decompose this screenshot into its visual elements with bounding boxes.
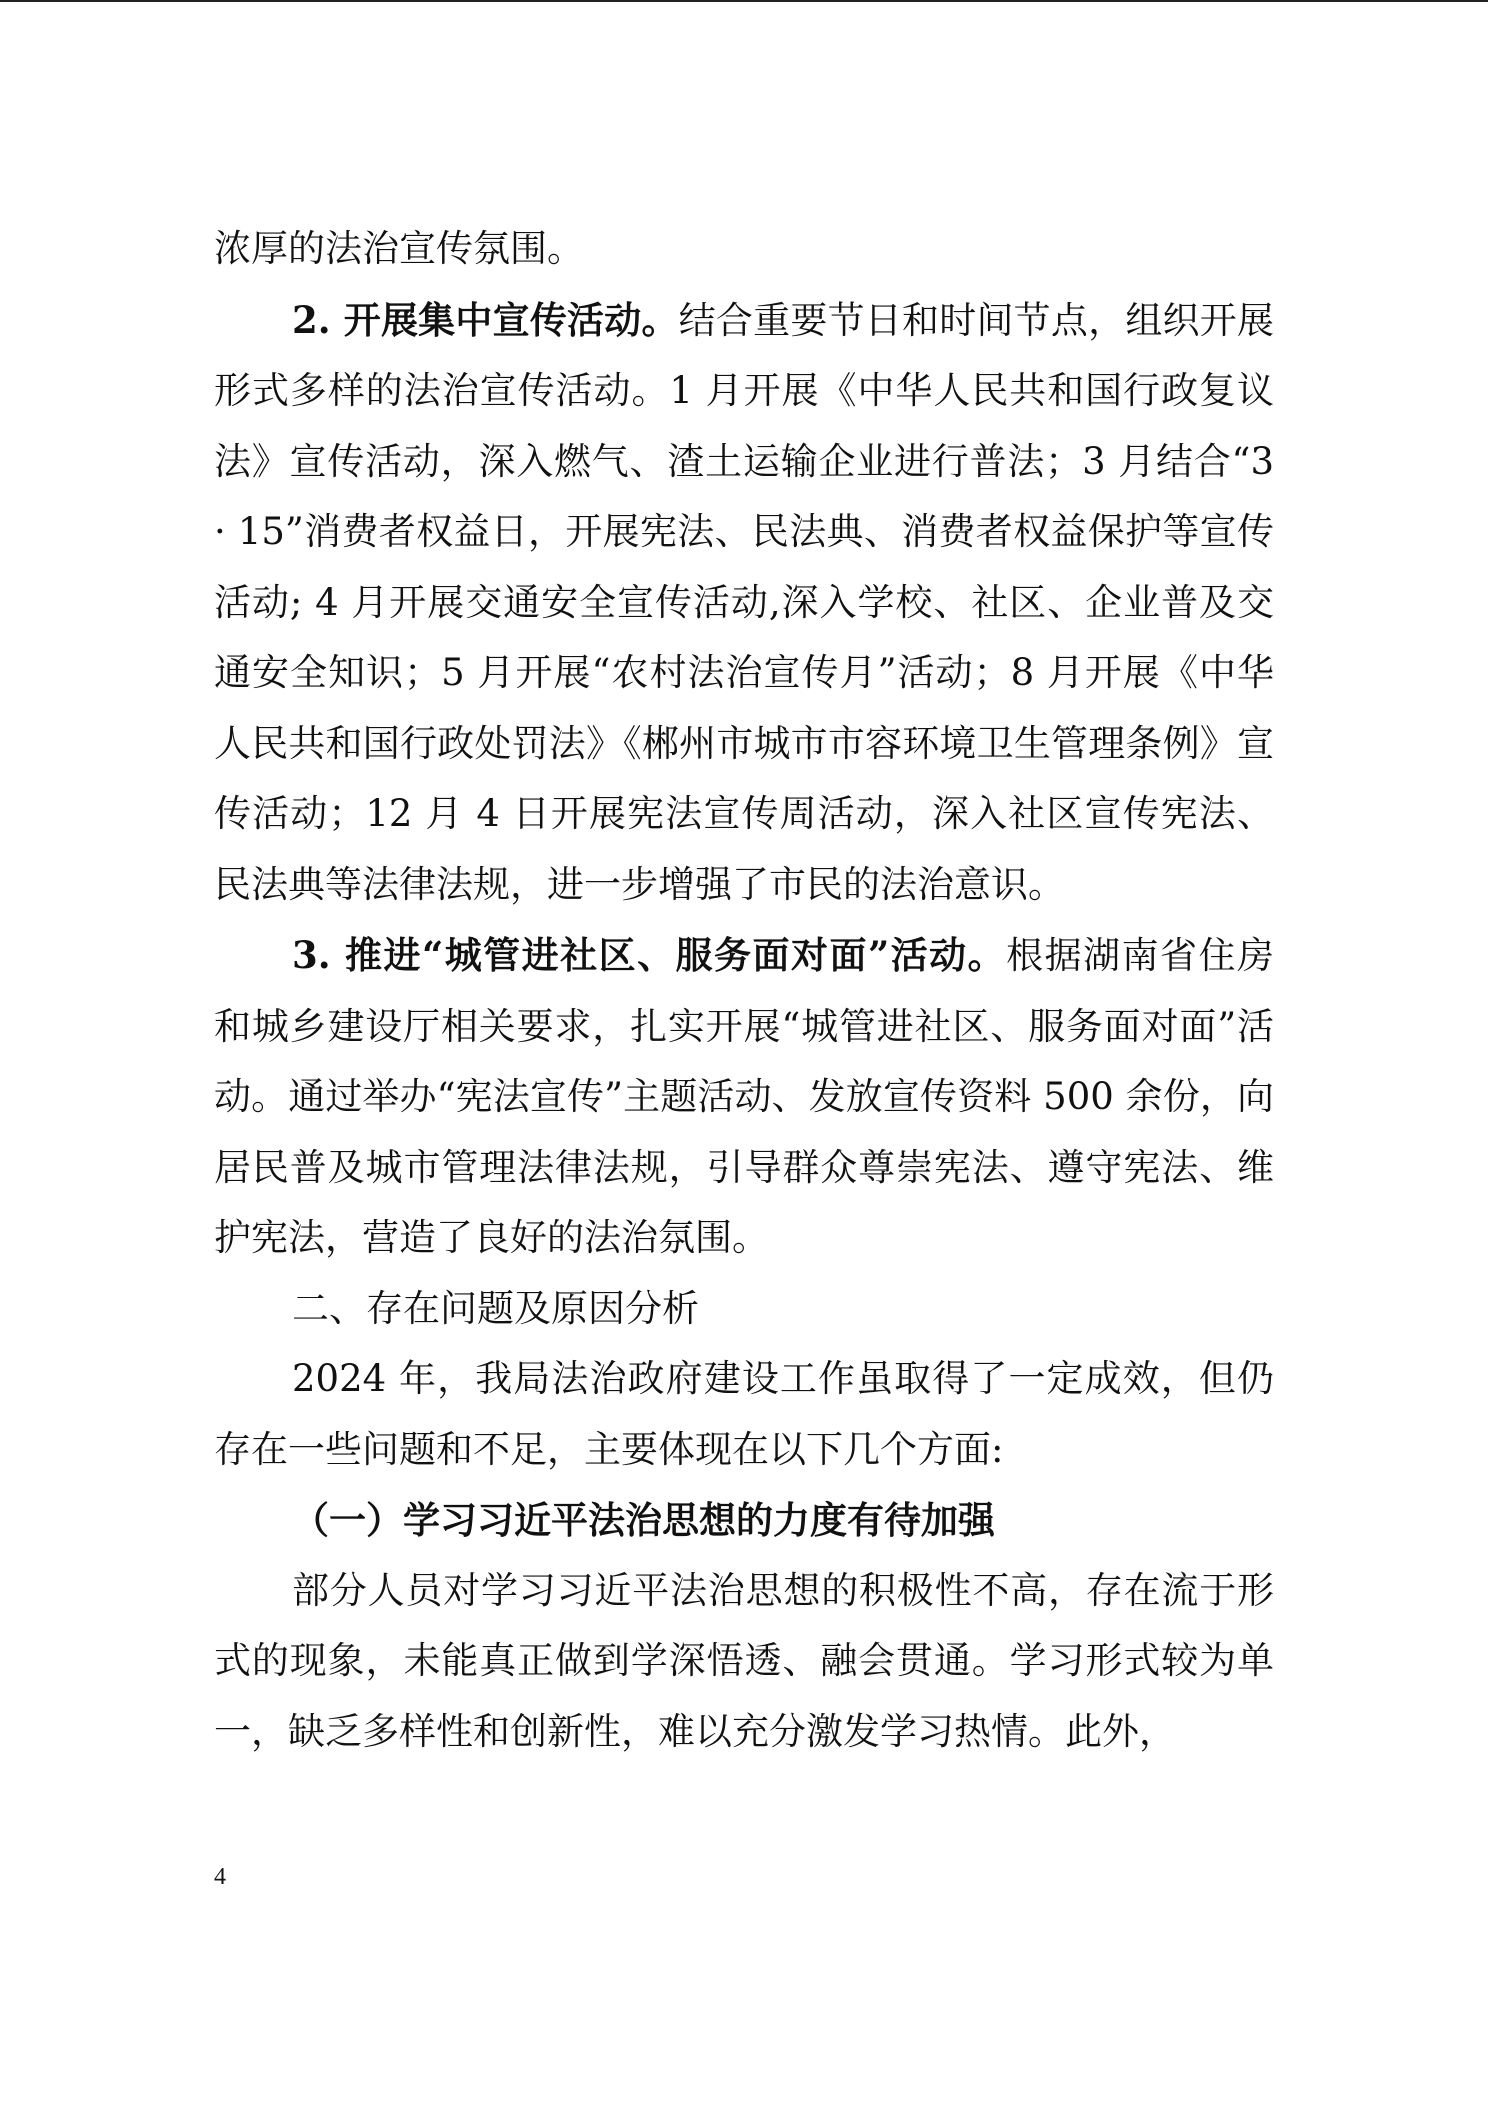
document-body [214,214,1274,1767]
paragraph-publicity-activities [214,285,1274,921]
page-top-border [0,0,1488,2]
paragraph-text: 结合重要节日和时间节点，组织开展形式多样的法治宣传活动。1 月开展《中华人民共和国行政复议法》宣传活动，深入燃气、渣土运输企业进行普法；3 月结合“3 · 15”消费者权益日，开展宪法、民法典、消费者权益保护等宣传活动; 4 月开展交通安全宣传活动,深入学校、社区、企业普及交通安全知识；5 月开展“农村法治宣传月”活动；8 月开展《中华人民共和国行政处罚法》《郴州市城市市容环境卫生管理条例》宣传活动；12 月 4 日开展宪法宣传周活动，深入社区宣传宪法、民法典等法律法规，进一步增强了市民的法治意识。 [214,298,1274,906]
paragraph-community-service [214,920,1274,1274]
section-heading: 二、存在问题及原因分析 [292,1286,699,1330]
paragraph-continuation [214,214,1274,285]
paragraph-lead: 3. 推进“城管进社区、服务面对面”活动。 [292,933,1007,977]
page-number: 4 [214,1864,226,1890]
paragraph-text: 根据湖南省住房和城乡建设厅相关要求，扎实开展“城管进社区、服务面对面”活动。通过举办“宪法宣传”主题活动、发放宣传资料 500 余份，向居民普及城市管理法律法规，引导群众尊崇宪法、遵守宪法、维护宪法，营造了良好的法治氛围。 [214,934,1275,1259]
paragraph-study-issues: 部分人员对学习习近平法治思想的积极性不高，存在流于形式的现象，未能真正做到学深悟透、融会贯通。学习形式较为单一，缺乏多样性和创新性，难以充分激发学习热情。此外， [214,1568,1274,1753]
paragraph-text: 浓厚的法治宣传氛围。 [214,227,584,270]
paragraph-lead: 2. 开展集中宣传活动。 [292,297,679,342]
paragraph-intro: 2024 年，我局法治政府建设工作虽取得了一定成效，但仍存在一些问题和不足，主要体现在以下几个方面: [214,1357,1274,1471]
subheading: （一）学习习近平法治思想的力度有待加强 [292,1498,995,1542]
